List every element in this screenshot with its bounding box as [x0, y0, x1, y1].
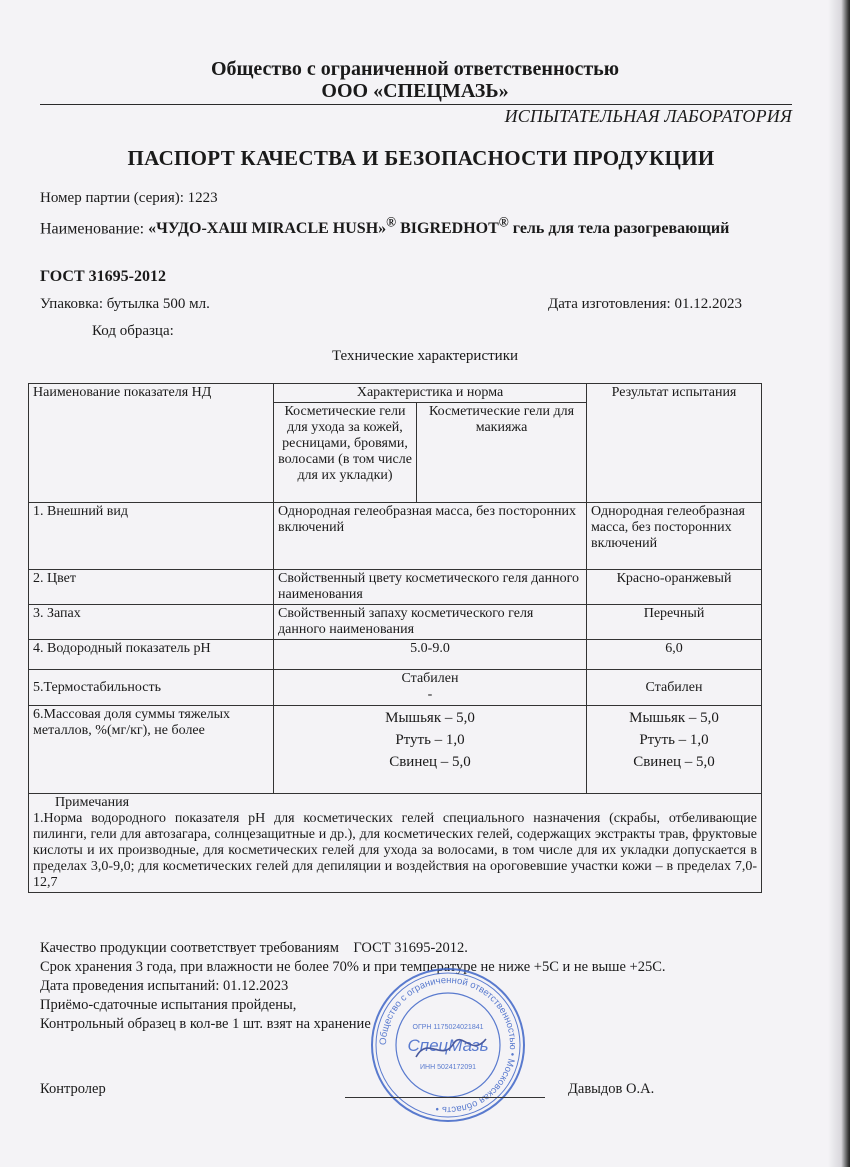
product-name [40, 215, 729, 238]
table-row [29, 570, 762, 605]
table-notes-row [29, 794, 762, 893]
row-name: 6.Массовая доля суммы тяжелых металлов, %(мг/кг), не более [29, 706, 274, 794]
subheader-makeup-gels: Косметические гели для макияжа [417, 403, 587, 503]
org-name: Общество с ограниченной ответственностью [210, 58, 620, 80]
stamp-inn: ИНН 5024172091 [419, 1064, 477, 1071]
table-row [29, 503, 762, 570]
norm-lead: Свинец – 5,0 [389, 754, 471, 770]
org-short-name: ООО «СПЕЦМАЗЬ» [321, 80, 509, 102]
product-name-part2: BIGREDHOT [396, 220, 499, 238]
manufacture-date: Дата изготовления: 01.12.2023 [548, 296, 742, 312]
footer-block [40, 939, 666, 1034]
notes-text: 1.Норма водородного показателя рН для косметических гелей специального назначения (скрабы, отбеливающие пилинги, гели для автозагара, солнцезащитные и др.), для косметических гелей, содержащих экстракты трав, фруктовые кислоты и их производные, для косметических гелей для ухода за волосами, в том числе для их укладки допускается в пределах 3,0-9,0; для косметических гелей для депиляции и воздействия на ороговевшие участки кожи – в пределах 7,0-12,7 [33, 811, 758, 890]
norm-mercury: Ртуть – 1,0 [395, 732, 465, 748]
table-header-row [29, 384, 762, 403]
result-lead: Свинец – 5,0 [633, 754, 715, 770]
row-result: Стабилен [587, 670, 762, 706]
row-result: Красно-оранжевый [587, 570, 762, 605]
company-stamp [368, 965, 528, 1125]
compliance-statement: Качество продукции соответствует требованиям ГОСТ 31695-2012. [40, 940, 468, 956]
table-row [29, 640, 762, 670]
table-row [29, 670, 762, 706]
row-norm: Свойственный цвету косметического геля данного наименования [274, 570, 587, 605]
sample-code: Код образца: [92, 323, 174, 339]
lab-name: ИСПЫТАТЕЛЬНАЯ ЛАБОРАТОРИЯ [504, 106, 792, 126]
acceptance-tests: Приёмо-сдаточные испытания пройдены, [40, 997, 297, 1013]
controller-name: Давыдов О.А. [568, 1081, 655, 1097]
header-norm: Характеристика и норма [274, 384, 587, 403]
product-name-part3: гель для тела разогревающий [508, 220, 730, 238]
header-divider [40, 104, 792, 105]
row-norm: Однородная гелеобразная масса, без посторонних включений [274, 503, 587, 570]
row-norm [274, 670, 587, 706]
storage-conditions: Срок хранения 3 года, при влажности не более 70% и при температуре не ниже +5С и не выше +25С. [40, 959, 666, 975]
control-sample: Контрольный образец в кол-ве 1 шт. взят на хранение [40, 1016, 371, 1032]
tech-characteristics-caption: Технические характеристики [331, 348, 519, 364]
signature-line [345, 1097, 545, 1098]
packaging: Упаковка: бутылка 500 мл. [40, 296, 210, 312]
row-norm: 5.0-9.0 [274, 640, 587, 670]
row-name: 2. Цвет [29, 570, 274, 605]
row-norm-value: Стабилен [401, 671, 459, 686]
table-row [29, 605, 762, 640]
stamp-center-name: СпецМазь [407, 1036, 489, 1055]
gost-standard: ГОСТ 31695-2012 [40, 268, 166, 285]
spec-table [28, 383, 762, 893]
notes-title: Примечания [55, 795, 130, 810]
header-indicator: Наименование показателя НД [29, 384, 274, 503]
row-name: 1. Внешний вид [29, 503, 274, 570]
row-name: 3. Запах [29, 605, 274, 640]
test-date: Дата проведения испытаний: 01.12.2023 [40, 978, 289, 994]
row-result: Перечный [587, 605, 762, 640]
registered-mark: ® [386, 215, 397, 230]
result-arsenic: Мышьяк – 5,0 [629, 710, 719, 726]
stamp-ogrn: ОГРН 1175024021841 [412, 1024, 484, 1031]
row-name: 4. Водородный показатель рН [29, 640, 274, 670]
row-norm [274, 706, 587, 794]
product-name-label: Наименование: [40, 220, 149, 238]
header-result: Результат испытания [587, 384, 762, 503]
row-result: Однородная гелеобразная масса, без посторонних включений [587, 503, 762, 570]
registered-mark: ® [498, 215, 509, 230]
table-row-heavy-metals [29, 706, 762, 794]
controller-label: Контролер [40, 1081, 106, 1097]
row-norm-extra: - [427, 687, 433, 702]
row-name: 5.Термостабильность [29, 670, 274, 706]
row-result [587, 706, 762, 794]
row-norm: Свойственный запаху косметического геля данного наименования [274, 605, 587, 640]
notes-cell [29, 794, 762, 893]
stamp-ring-text: Общество с ограниченной ответственностью • Московская область • [377, 974, 519, 1116]
result-mercury: Ртуть – 1,0 [639, 732, 709, 748]
product-name-part1: «ЧУДО-ХАШ MIRACLE HUSH» [148, 220, 387, 238]
document-title: ПАСПОРТ КАЧЕСТВА И БЕЗОПАСНОСТИ ПРОДУКЦИИ [127, 146, 715, 170]
subheader-care-gels: Косметические гели для ухода за кожей, ресницами, бровями, волосами (в том числе для их укладки) [274, 403, 417, 503]
batch-number: Номер партии (серия): 1223 [40, 190, 218, 206]
norm-arsenic: Мышьяк – 5,0 [385, 710, 475, 726]
row-result: 6,0 [587, 640, 762, 670]
page-edge-shadow [828, 0, 850, 1167]
